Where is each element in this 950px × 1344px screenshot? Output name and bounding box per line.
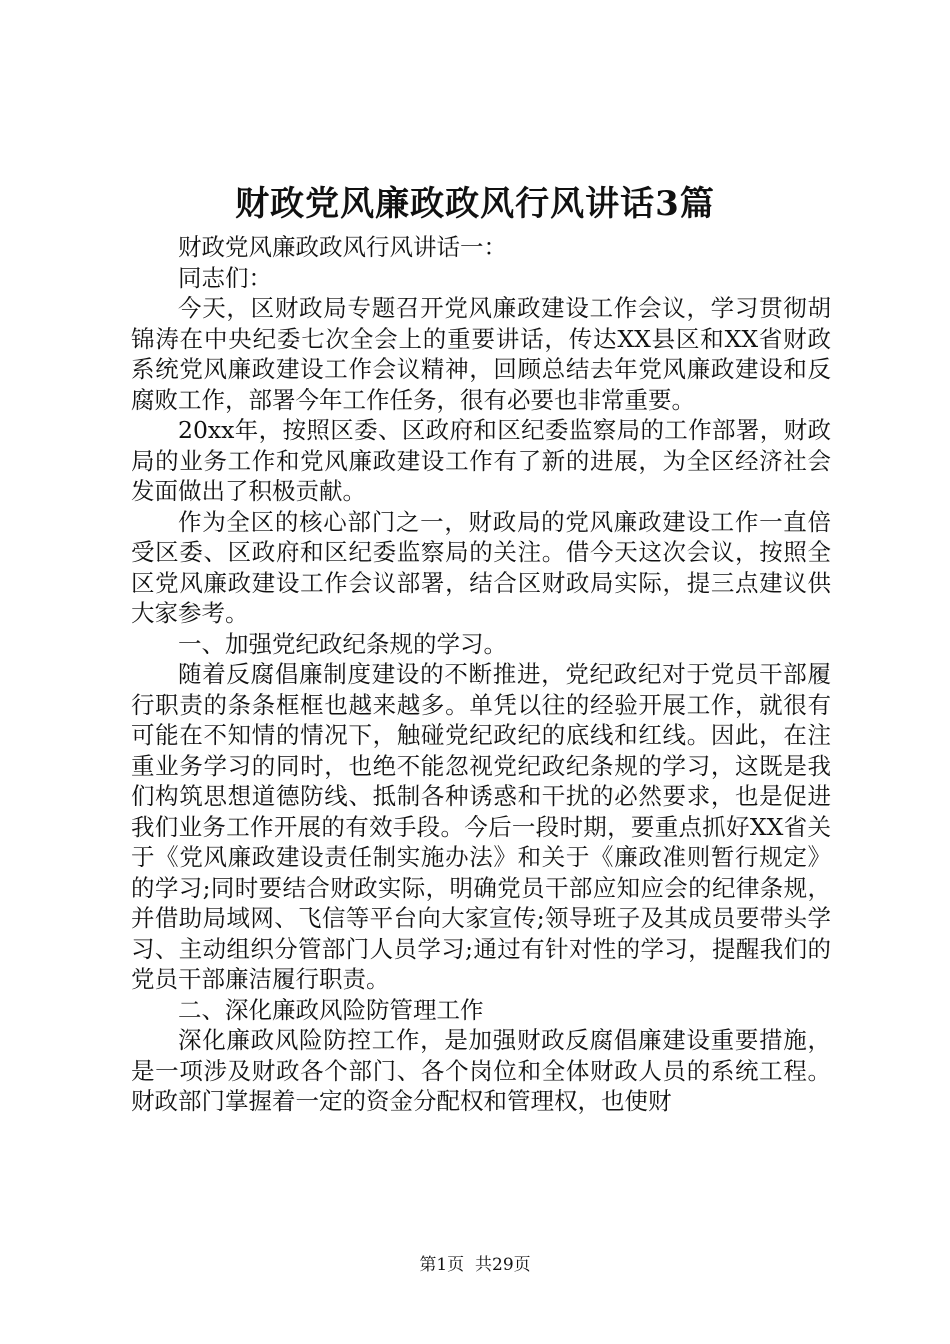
page-footer	[0, 1254, 950, 1276]
paragraph: 今天，区财政局专题召开党风廉政建设工作会议，学习贯彻胡锦涛在中央纪委七次全会上的重要讲话，传达XX县区和XX省财政系统党风廉政建设工作会议精神，回顾总结去年党风廉政建设和反腐败工作，部署今年工作任务，很有必要也非常重要。	[131, 294, 831, 414]
paragraph: 同志们：	[178, 263, 272, 292]
paragraph: 作为全区的核心部门之一，财政局的党风廉政建设工作一直倍受区委、区政府和区纪委监察局的关注。借今天这次会议，按照全区党风廉政建设工作会议部署，结合区财政局实际，提三点建议供大家参考。	[131, 507, 831, 627]
section-heading: 一、加强党纪政纪条规的学习。	[178, 629, 507, 658]
page-total: 共29页	[475, 1255, 531, 1275]
paragraph: 深化廉政风险防控工作，是加强财政反腐倡廉建设重要措施，是一项涉及财政各个部门、各个岗位和全体财政人员的系统工程。财政部门掌握着一定的资金分配权和管理权，也使财	[131, 1026, 831, 1115]
footer-separator	[464, 1255, 475, 1275]
paragraph: 20xx年，按照区委、区政府和区纪委监察局的工作部署，财政局的业务工作和党风廉政建设工作有了新的进展，为全区经济社会发面做出了积极贡献。	[131, 416, 831, 505]
page-number: 第1页	[419, 1255, 465, 1275]
section-heading: 二、深化廉政风险防管理工作	[178, 995, 484, 1024]
paragraph: 随着反腐倡廉制度建设的不断推进，党纪政纪对于党员干部履行职责的条条框框也越来越多。单凭以往的经验开展工作，就很有可能在不知情的情况下，触碰党纪政纪的底线和红线。因此，在注重业务学习的同时，也绝不能忽视党纪政纪条规的学习，这既是我们构筑思想道德防线、抵制各种诱惑和干扰的必然要求，也是促进我们业务工作开展的有效手段。今后一段时期，要重点抓好XX省关于《党风廉政建设责任制实施办法》和关于《廉政准则暂行规定》的学习;同时要结合财政实际，明确党员干部应知应会的纪律条规，并借助局域网、飞信等平台向大家宣传;领导班子及其成员要带头学习、主动组织分管部门人员学习;通过有针对性的学习，提醒我们的党员干部廉洁履行职责。	[131, 660, 831, 993]
document-title: 财政党风廉政政风行风讲话3篇	[235, 184, 715, 224]
document-body	[131, 232, 831, 1117]
paragraph: 财政党风廉政政风行风讲话一：	[178, 233, 507, 261]
